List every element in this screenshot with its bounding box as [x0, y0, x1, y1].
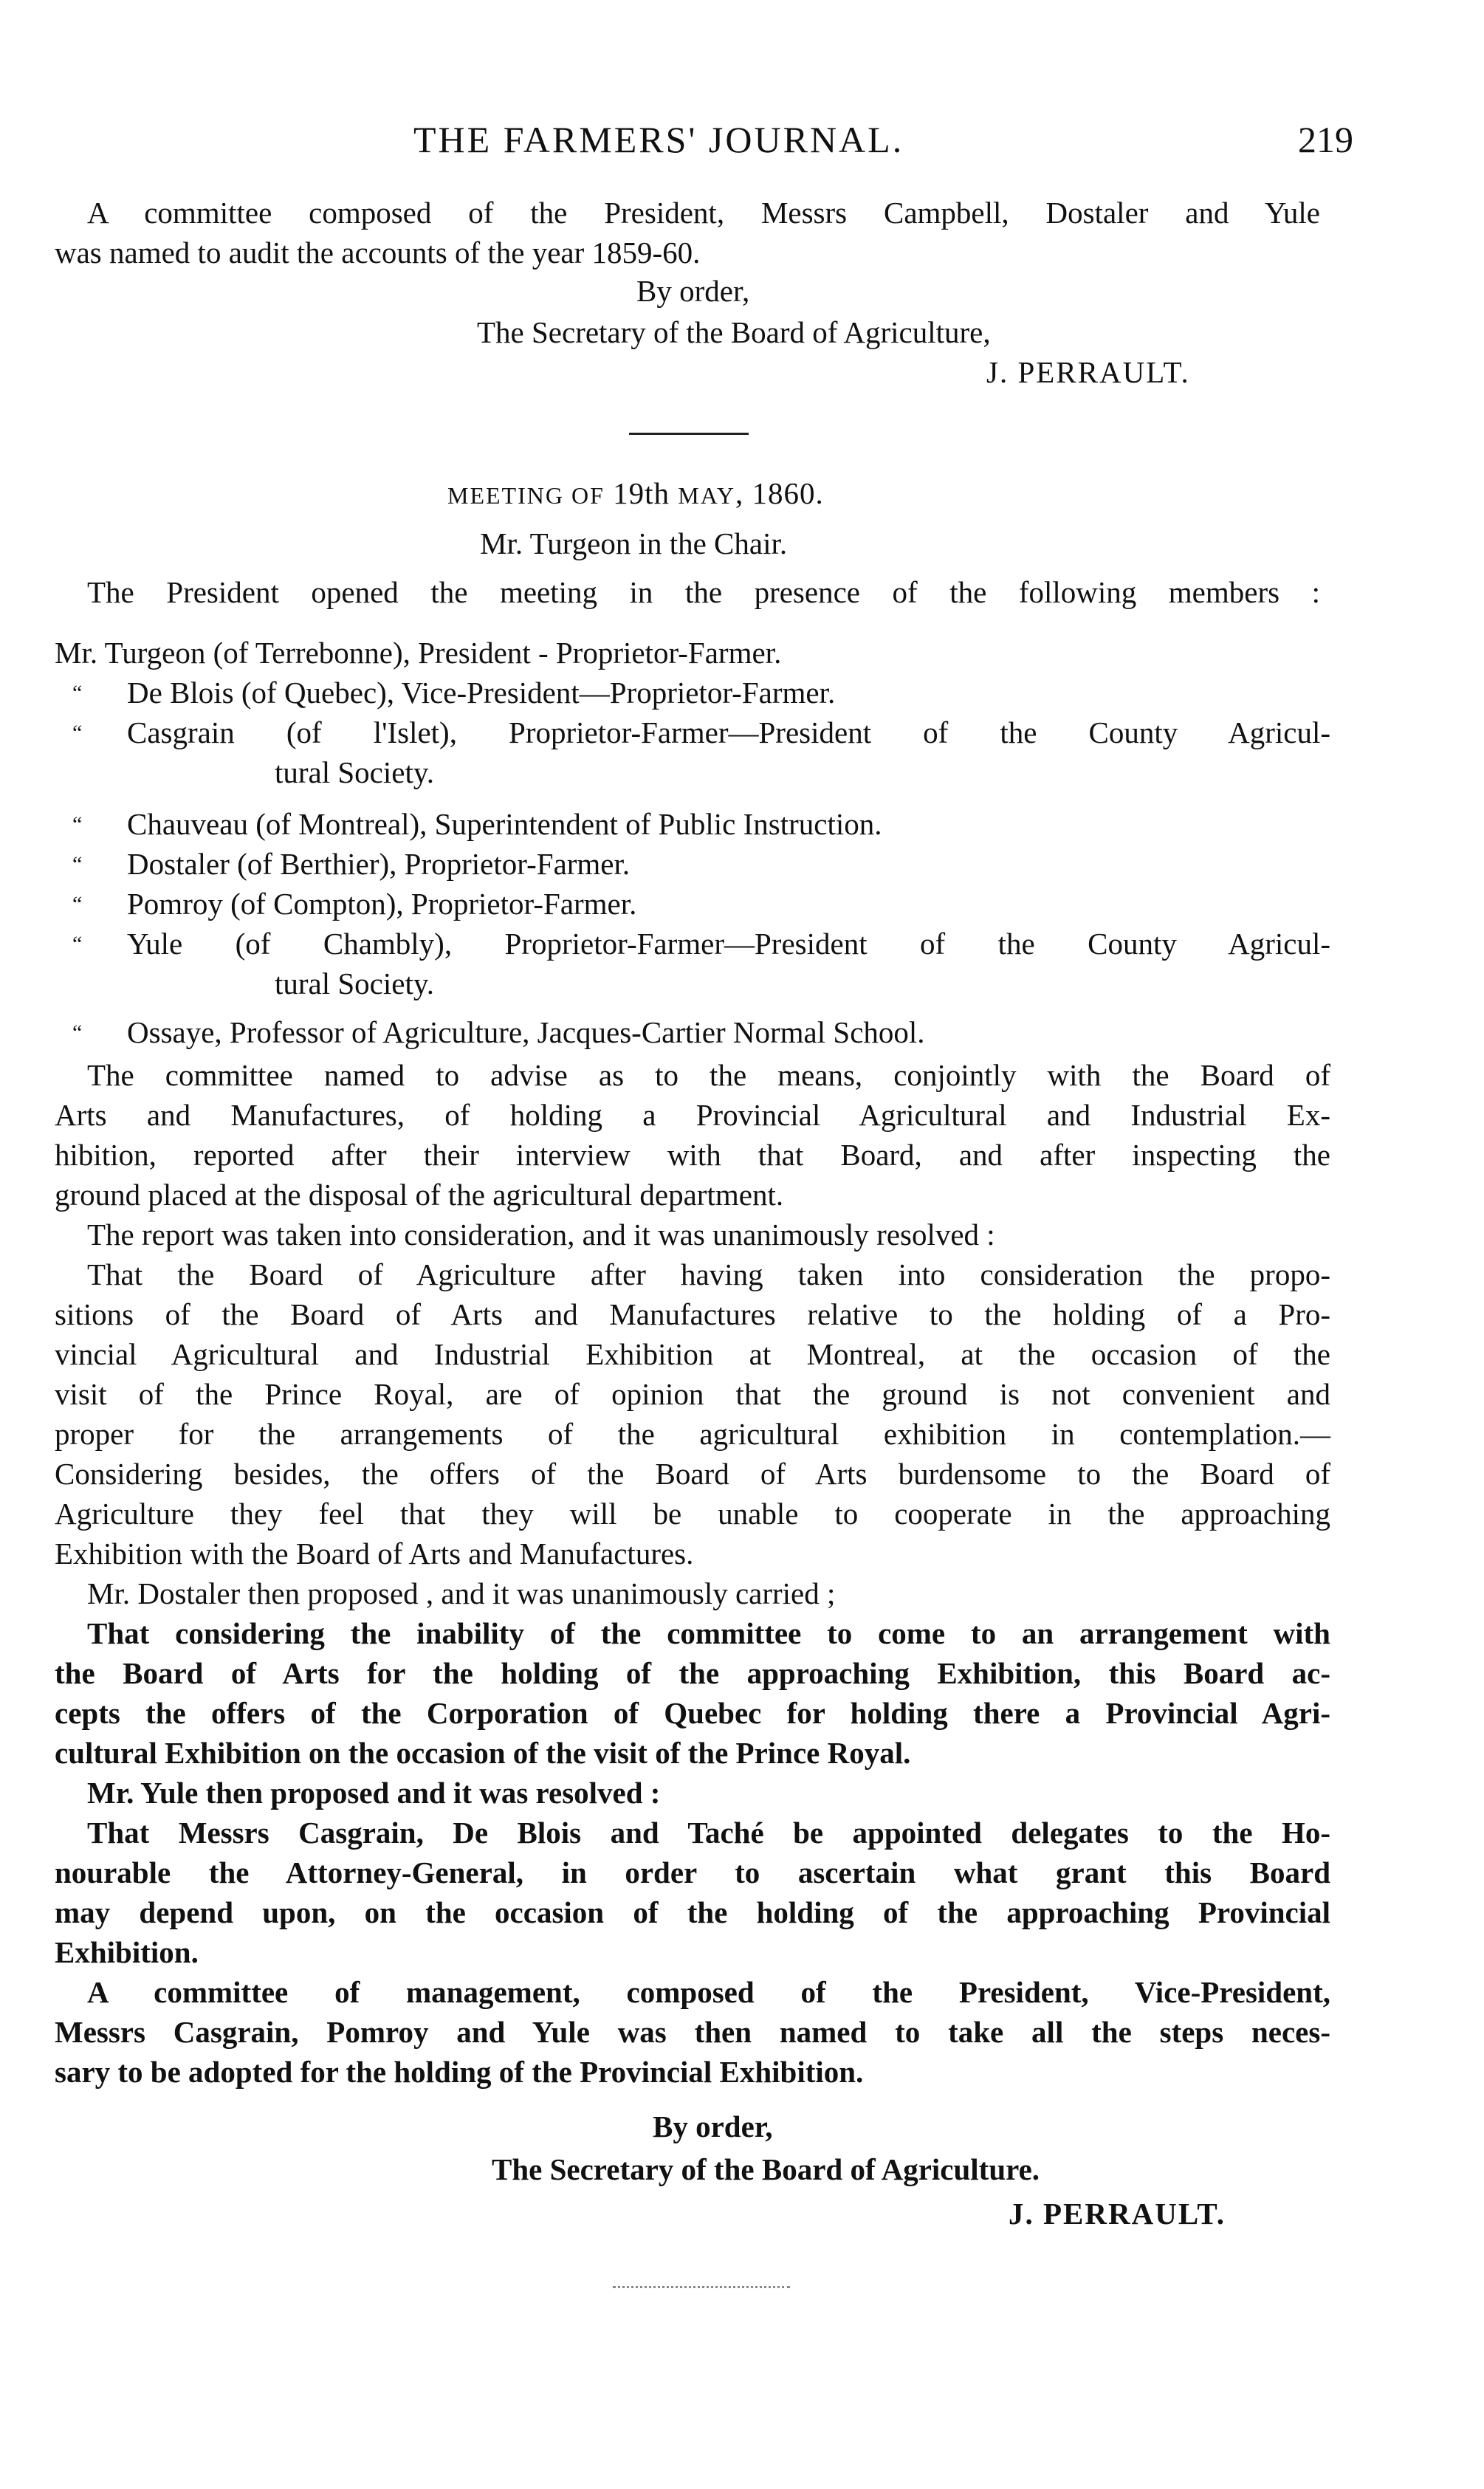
- management-committee-line-1: A committee of management, composed of the President, Vice-President,: [87, 1975, 1330, 2009]
- member-yule: Yule (of Chambly), Proprietor-Farmer—President of the County Agricul-: [127, 927, 1330, 961]
- committee-report-line-2: Arts and Manufactures, of holding a Provincial Agricultural and Industrial Ex-: [55, 1098, 1330, 1132]
- intro-signature: J. PERRAULT.: [986, 355, 1190, 389]
- resolution-3-line-1: That Messrs Casgrain, De Blois and Taché be appointed delegates to the Ho-: [87, 1816, 1330, 1850]
- member-de-blois: De Blois (of Quebec), Vice-President—Proprietor-Farmer.: [127, 676, 836, 710]
- management-committee-line-3: sary to be adopted for the holding of the Provincial Exhibition.: [55, 2055, 864, 2089]
- intro-line-2: was named to audit the accounts of the year 1859-60.: [55, 236, 701, 270]
- committee-report-line-4: ground placed at the disposal of the agricultural department.: [55, 1178, 784, 1212]
- meeting-heading-date: 19th: [613, 476, 670, 510]
- intro-line-1: A committee composed of the President, Messrs Campbell, Dostaler and Yule: [87, 196, 1320, 230]
- resolution-1-line-7: Agriculture they feel that they will be unable to cooperate in the approaching: [55, 1497, 1330, 1531]
- journal-title: THE FARMERS' JOURNAL.: [413, 119, 904, 160]
- resolution-1-line-8: Exhibition with the Board of Arts and Manufactures.: [55, 1537, 694, 1570]
- committee-report-line-1: The committee named to advise as to the means, conjointly with the Board of: [87, 1058, 1330, 1092]
- member-casgrain-cont: tural Society.: [275, 755, 434, 789]
- meeting-heading-year: , 1860.: [735, 476, 824, 510]
- ditto-mark: “: [72, 932, 83, 956]
- member-casgrain: Casgrain (of l'Islet), Proprietor-Farmer—President of the County Agricul-: [127, 715, 1330, 749]
- resolution-1-line-3: vincial Agricultural and Industrial Exhibition at Montreal, at the occasion of the: [55, 1337, 1330, 1371]
- resolution-2-line-1: That considering the inability of the committee to come to an arrangement with: [87, 1616, 1330, 1650]
- bottom-ornament-rule: [613, 2286, 790, 2288]
- meeting-heading-prefix: MEETING OF: [447, 482, 605, 509]
- member-dostaler: Dostaler (of Berthier), Proprietor-Farmer.: [127, 847, 631, 881]
- ditto-mark: “: [72, 1020, 83, 1045]
- page-number: 219: [1298, 119, 1353, 160]
- member-ossaye: Ossaye, Professor of Agriculture, Jacques-Cartier Normal School.: [127, 1015, 925, 1049]
- closing-secretary: The Secretary of the Board of Agriculture.: [492, 2152, 1040, 2186]
- report-considered: The report was taken into consideration, and it was unanimously resolved :: [87, 1218, 995, 1252]
- resolution-1-line-2: sitions of the Board of Arts and Manufactures relative to the holding of a Pro-: [55, 1297, 1330, 1331]
- resolution-1-line-4: visit of the Prince Royal, are of opinion that the ground is not convenient and: [55, 1377, 1330, 1411]
- intro-by-order: By order,: [636, 274, 750, 308]
- member-yule-cont: tural Society.: [275, 967, 434, 1000]
- resolution-1-line-1: That the Board of Agriculture after having taken into consideration the propo-: [87, 1257, 1330, 1291]
- closing-by-order: By order,: [653, 2109, 773, 2143]
- management-committee-line-2: Messrs Casgrain, Pomroy and Yule was then named to take all the steps neces-: [55, 2015, 1330, 2049]
- yule-proposal: Mr. Yule then proposed and it was resolved :: [87, 1776, 661, 1810]
- intro-secretary: The Secretary of the Board of Agriculture,: [477, 315, 991, 349]
- committee-report-line-3: hibition, reported after their interview with that Board, and after inspecting the: [55, 1138, 1330, 1172]
- ditto-mark: “: [72, 681, 83, 705]
- ditto-mark: “: [72, 812, 83, 837]
- resolution-2-line-2: the Board of Arts for the holding of the approaching Exhibition, this Board ac-: [55, 1656, 1330, 1690]
- ditto-mark: “: [72, 892, 83, 916]
- resolution-3-line-2: nourable the Attorney-General, in order to ascertain what grant this Board: [55, 1855, 1330, 1889]
- resolution-3-line-3: may depend upon, on the occasion of the holding of the approaching Provincial: [55, 1895, 1330, 1929]
- resolution-2-line-3: cepts the offers of the Corporation of Quebec for holding there a Provincial Agri-: [55, 1696, 1330, 1730]
- opening-line: The President opened the meeting in the presence of the following members :: [87, 575, 1320, 609]
- member-chauveau: Chauveau (of Montreal), Superintendent of Public Instruction.: [127, 807, 882, 841]
- member-turgeon: Mr. Turgeon (of Terrebonne), President - Proprietor-Farmer.: [55, 636, 782, 670]
- closing-signature: J. PERRAULT.: [1009, 2197, 1226, 2231]
- ditto-mark: “: [72, 721, 83, 745]
- meeting-heading-month: MAY: [678, 482, 736, 509]
- dostaler-proposal: Mr. Dostaler then proposed , and it was unanimously carried ;: [87, 1576, 836, 1610]
- resolution-3-line-4: Exhibition.: [55, 1935, 199, 1969]
- resolution-2-line-4: cultural Exhibition on the occasion of the visit of the Prince Royal.: [55, 1736, 911, 1770]
- chair-line: Mr. Turgeon in the Chair.: [480, 526, 788, 560]
- member-pomroy: Pomroy (of Compton), Proprietor-Farmer.: [127, 887, 637, 921]
- meeting-heading: [447, 474, 824, 515]
- resolution-1-line-6: Considering besides, the offers of the Board of Arts burdensome to the Board of: [55, 1457, 1330, 1491]
- ditto-mark: “: [72, 852, 83, 876]
- section-divider: [629, 433, 749, 435]
- resolution-1-line-5: proper for the arrangements of the agricultural exhibition in contemplation.—: [55, 1417, 1330, 1451]
